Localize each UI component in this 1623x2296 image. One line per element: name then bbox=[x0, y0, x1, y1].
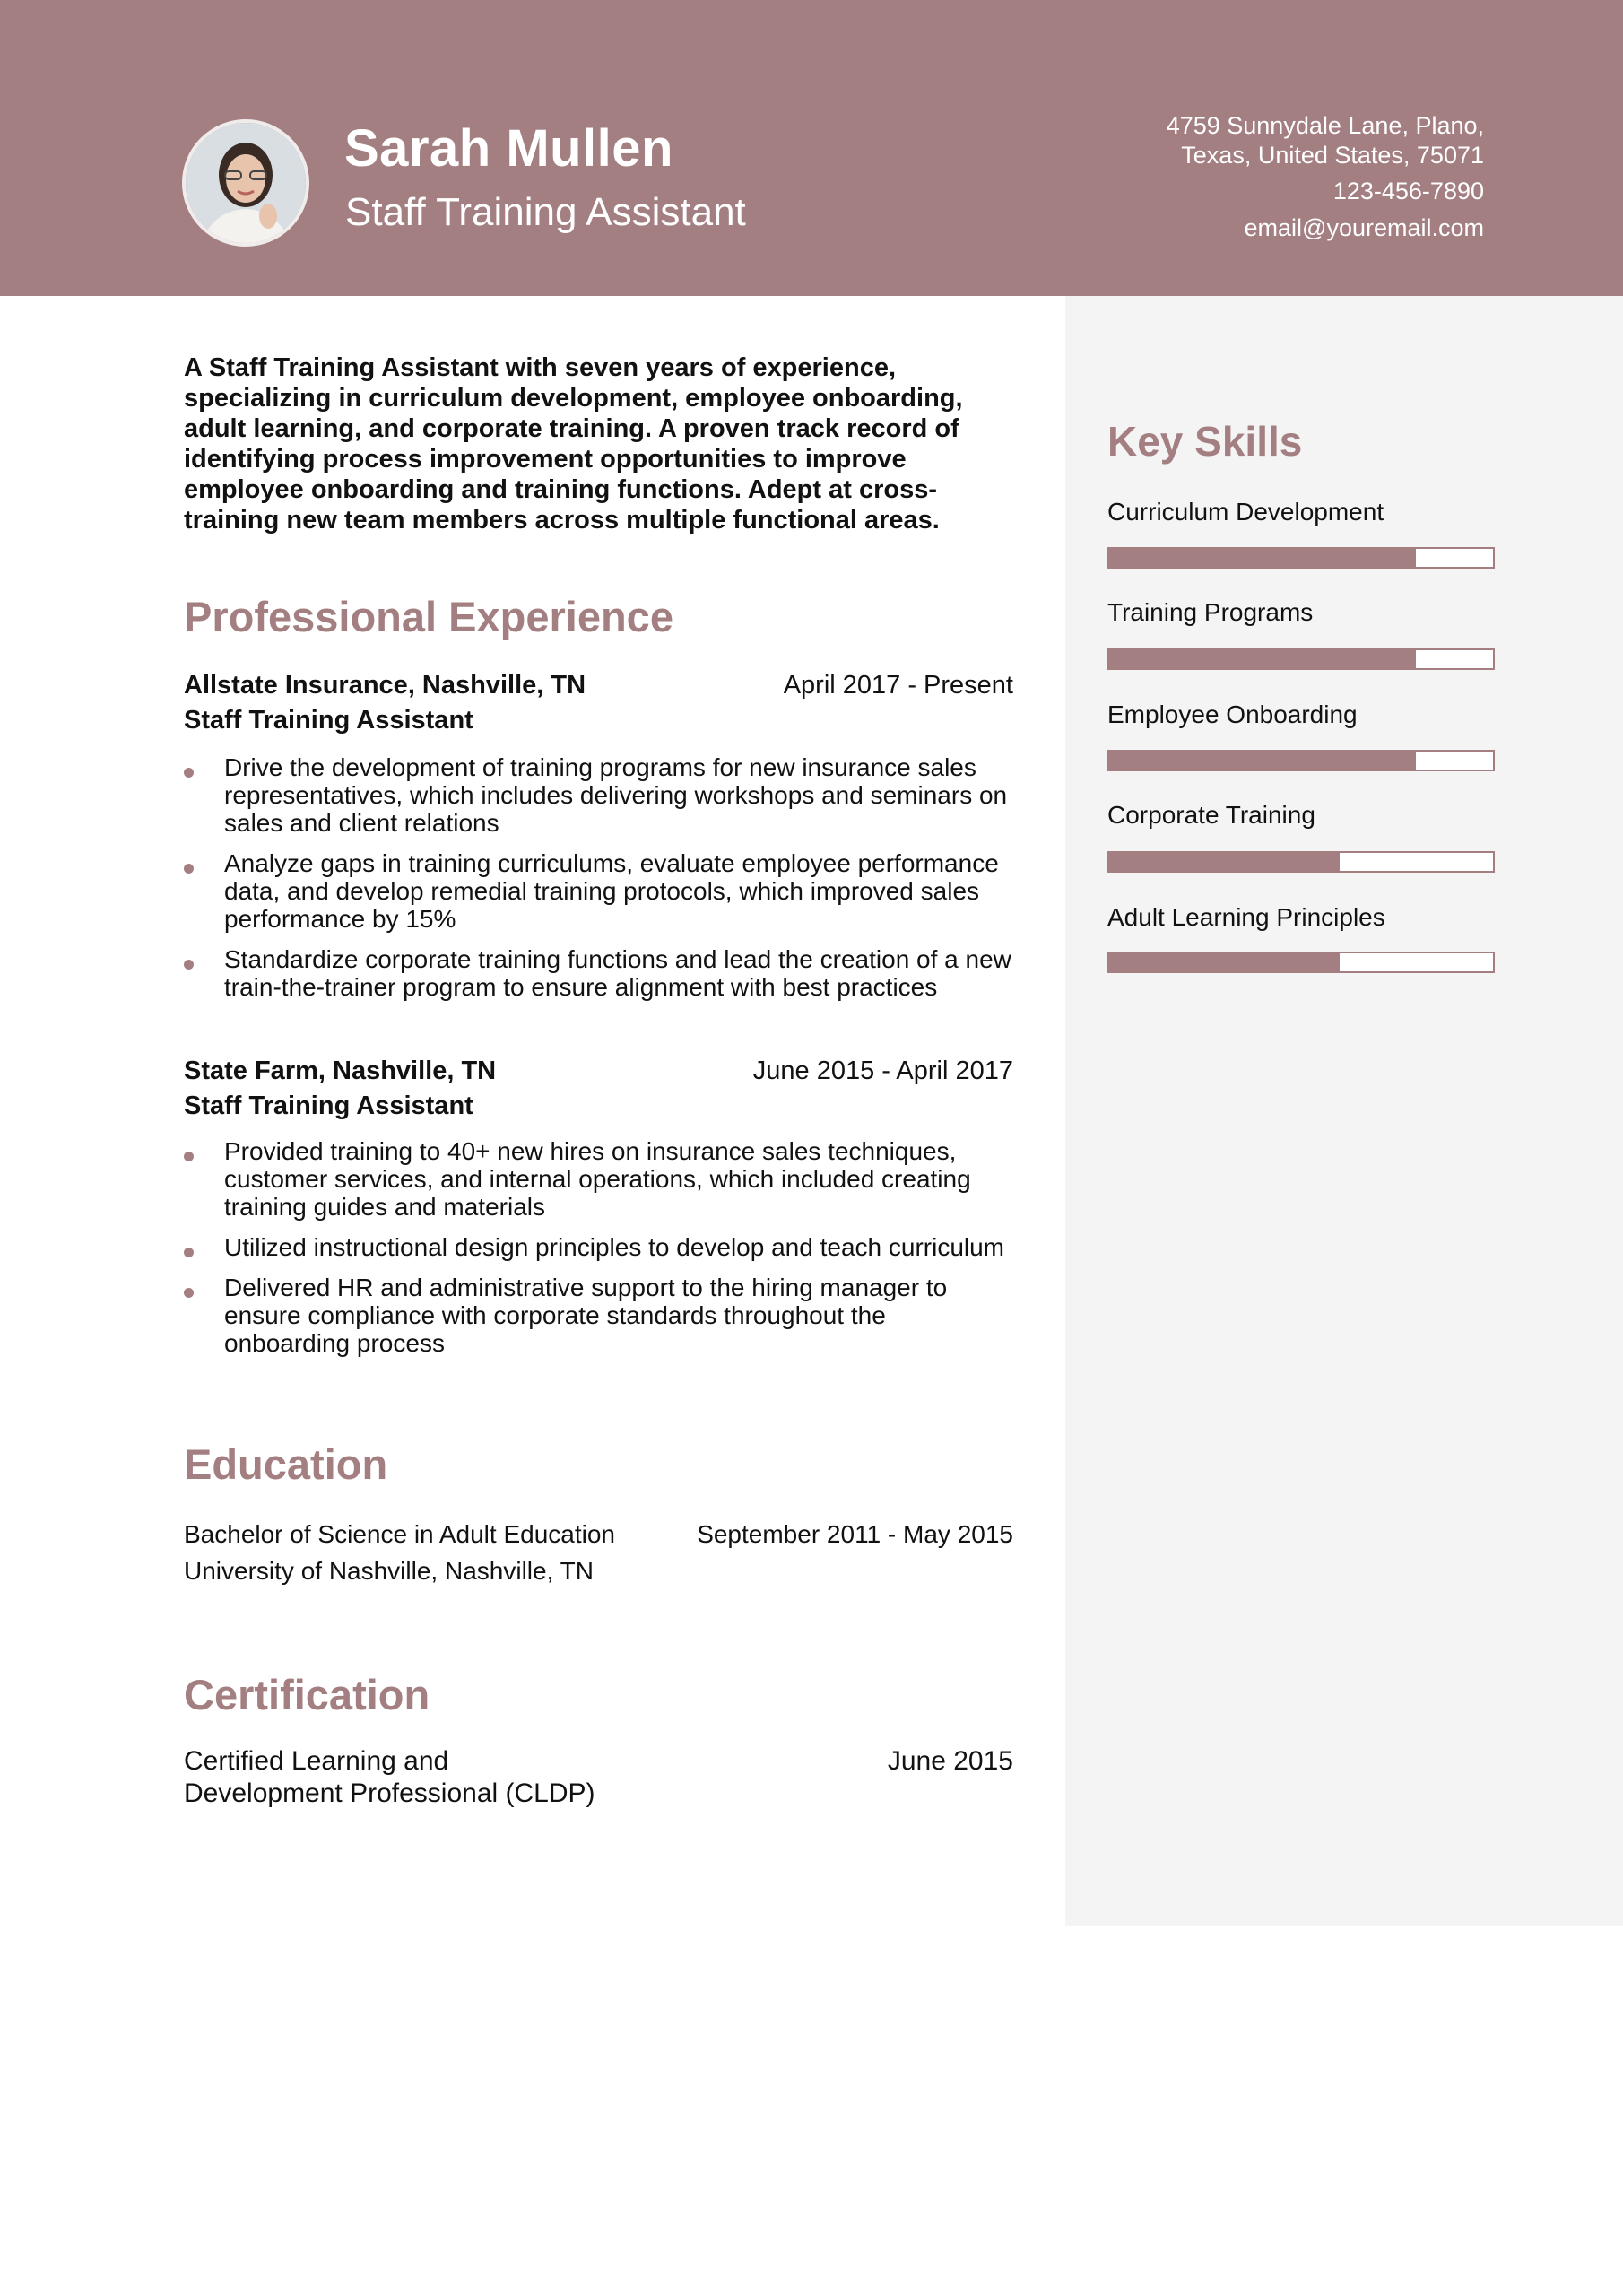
skill-bar bbox=[1107, 851, 1495, 873]
bullet-icon bbox=[184, 768, 194, 778]
company-name: Allstate Insurance, Nashville, TN bbox=[184, 671, 586, 700]
candidate-name: Sarah Mullen bbox=[344, 119, 673, 178]
bullet-text: Analyze gaps in training curriculums, evaluate employee performance data, and develop remedial training protocols, which improved sales performance by 15% bbox=[224, 849, 999, 933]
skill-label: Adult Learning Principles bbox=[1107, 903, 1385, 931]
certification-date: June 2015 bbox=[887, 1746, 1013, 1776]
skill-fill bbox=[1109, 953, 1340, 971]
bullet-icon bbox=[184, 1152, 194, 1161]
bullet-text: Drive the development of training programs for new insurance sales representatives, which includes delivering workshops and seminars on sales and client relations bbox=[224, 753, 1008, 837]
company-name: State Farm, Nashville, TN bbox=[184, 1057, 497, 1085]
address-line-1: 4759 Sunnydale Lane, Plano, bbox=[1166, 112, 1484, 139]
certification-name-line-1: Certified Learning and bbox=[184, 1746, 449, 1776]
skill-label: Training Programs bbox=[1107, 598, 1314, 626]
list-item bbox=[184, 1233, 1013, 1261]
bullet-icon bbox=[184, 960, 194, 970]
job-role: Staff Training Assistant bbox=[184, 706, 473, 735]
bullet-text: Utilized instructional design principles to develop and teach curriculum bbox=[224, 1233, 1005, 1261]
phone: 123-456-7890 bbox=[1332, 178, 1484, 204]
list-item bbox=[184, 753, 1013, 837]
skill-bar bbox=[1107, 952, 1495, 973]
bullet-icon bbox=[184, 1288, 194, 1298]
contact-info bbox=[1018, 111, 1484, 243]
job-header bbox=[184, 1057, 1013, 1121]
degree: Bachelor of Science in Adult Education bbox=[184, 1520, 615, 1548]
job-dates: April 2017 - Present bbox=[783, 671, 1013, 700]
key-skills-heading: Key Skills bbox=[1107, 418, 1303, 465]
skill-bar bbox=[1107, 648, 1495, 670]
email[interactable]: email@youremail.com bbox=[1244, 214, 1484, 241]
experience-heading: Professional Experience bbox=[184, 593, 673, 640]
list-item bbox=[184, 1274, 1013, 1357]
avatar bbox=[182, 119, 309, 247]
profile-photo-icon bbox=[186, 123, 306, 243]
skill-bar bbox=[1107, 547, 1495, 569]
school: University of Nashville, Nashville, TN bbox=[184, 1557, 594, 1585]
skill-label: Employee Onboarding bbox=[1107, 700, 1358, 728]
certification-name-line-2: Development Professional (CLDP) bbox=[184, 1779, 595, 1808]
bullet-text: Provided training to 40+ new hires on insurance sales techniques, customer services, and internal operations, which included creating training guides and materials bbox=[224, 1137, 971, 1221]
address-line-2: Texas, United States, 75071 bbox=[1181, 142, 1484, 169]
bullet-text: Standardize corporate training functions and lead the creation of a new train-the-trainer program to ensure alignment with best practices bbox=[224, 945, 1011, 1001]
skill-fill bbox=[1109, 549, 1416, 567]
bullet-icon bbox=[184, 864, 194, 874]
list-item bbox=[184, 849, 1013, 933]
job-bullets bbox=[184, 753, 1013, 1013]
job-bullets bbox=[184, 1137, 1013, 1370]
professional-summary: A Staff Training Assistant with seven years of experience, specializing in curriculum development, employee onboarding, adult learning, and corporate training. A proven track record of identifying process improvement opportunities to improve employee onboarding and training functions. Adept at cross-training new team members across multiple functional areas. bbox=[184, 353, 963, 535]
list-item bbox=[184, 945, 1013, 1001]
skill-fill bbox=[1109, 752, 1416, 770]
sidebar bbox=[1065, 296, 1623, 1926]
bullet-icon bbox=[184, 1248, 194, 1257]
skill-bar bbox=[1107, 750, 1495, 771]
skill-label: Curriculum Development bbox=[1107, 498, 1384, 526]
skill-label: Corporate Training bbox=[1107, 801, 1315, 829]
resume-header bbox=[0, 0, 1623, 296]
skill-fill bbox=[1109, 650, 1416, 668]
job-role: Staff Training Assistant bbox=[184, 1091, 473, 1120]
job-dates: June 2015 - April 2017 bbox=[752, 1057, 1013, 1085]
education-dates: September 2011 - May 2015 bbox=[697, 1520, 1013, 1548]
candidate-title: Staff Training Assistant bbox=[345, 190, 746, 234]
list-item bbox=[184, 1137, 1013, 1221]
certification-entry bbox=[184, 1745, 1013, 1810]
certification-heading: Certification bbox=[184, 1671, 430, 1718]
job-header bbox=[184, 671, 1013, 735]
education-heading: Education bbox=[184, 1440, 388, 1488]
education-entry bbox=[184, 1516, 1013, 1589]
skill-fill bbox=[1109, 853, 1340, 871]
bullet-text: Delivered HR and administrative support to the hiring manager to ensure compliance with corporate standards throughout the onboarding process bbox=[224, 1274, 948, 1357]
